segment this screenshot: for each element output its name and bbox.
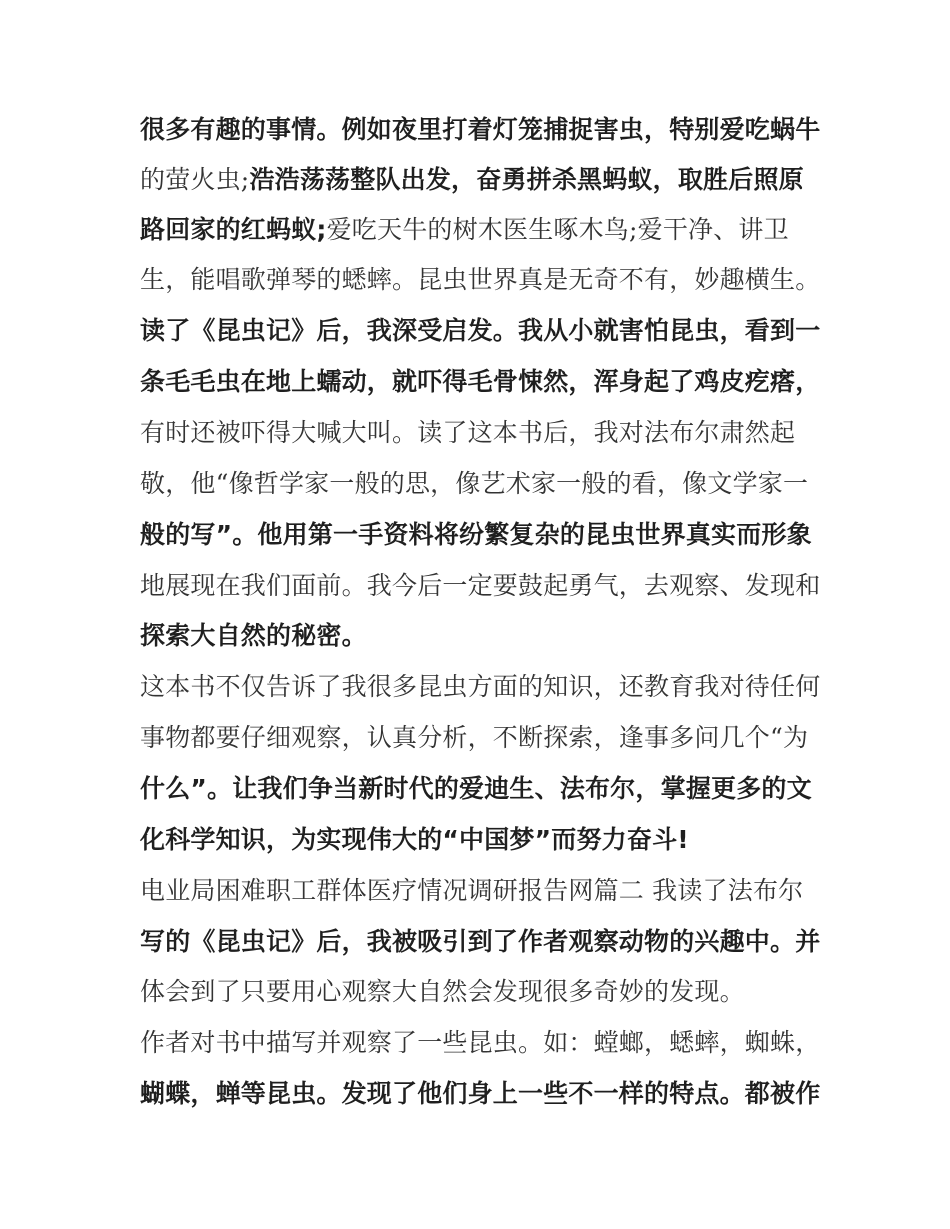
text-run: 的萤火虫; — [140, 165, 250, 194]
text-run: 生，能唱歌弹琴的蟋蟀。昆虫世界真是无奇不有，妙趣横生。 — [140, 265, 821, 294]
text-line — [140, 366, 820, 398]
text-line — [140, 875, 803, 907]
text-line — [140, 926, 820, 958]
text-line — [140, 315, 820, 347]
text-run: 路回家的红蚂蚁; — [140, 215, 327, 244]
text-run: 蝴蝶，蝉等昆虫。发现了他们身上一些不一样的特点。都被作 — [140, 1079, 821, 1108]
text-line — [140, 519, 812, 551]
text-line — [140, 1078, 820, 1110]
text-line — [140, 824, 689, 856]
text-line — [140, 976, 745, 1008]
text-run: 事物都要仔细观察，认真分析，不断探索，逢事多问几个“为 — [140, 723, 809, 752]
text-line — [140, 570, 820, 602]
text-run: 爱吃天牛的树木医生啄木鸟;爱干净、讲卫 — [326, 215, 789, 244]
text-run: 什么”。让我们争当新时代的爱迪生、法布尔，掌握更多的文 — [140, 774, 812, 803]
text-run: 浩浩荡荡整队出发，奋勇拼杀黑蚂蚁，取胜后照原 — [249, 165, 804, 194]
text-line — [140, 164, 804, 196]
text-run: 敬，他“像哲学家一般的思，像艺术家一般的看，像文学家一 — [140, 469, 809, 498]
text-line — [140, 468, 808, 500]
text-line — [140, 114, 820, 146]
text-line — [140, 417, 795, 449]
text-run: 写的《昆虫记》后，我被吸引到了作者观察动物的兴趣中。并 — [140, 927, 821, 956]
text-run: 探索大自然的秘密。 — [140, 621, 367, 650]
text-run: 地展现在我们面前。我今后一定要鼓起勇气，去观察、发现和 — [140, 571, 821, 600]
text-run: 电业局困难职工群体医疗情况调研报告网篇二 我读了法布尔 — [140, 876, 804, 905]
text-line — [140, 1027, 820, 1059]
text-run: 化科学知识，为实现伟大的“中国梦”而努力奋斗! — [140, 825, 689, 854]
text-run: 作者对书中描写并观察了一些昆虫。如：螳螂，蟋蟀，蜘蛛， — [140, 1028, 821, 1057]
text-line — [140, 773, 812, 805]
text-run: 有时还被吓得大喊大叫。读了这本书后，我对法布尔肃然起 — [140, 418, 796, 447]
text-run: 很多有趣的事情。例如夜里打着灯笼捕捉害虫，特别爱吃蜗牛 — [140, 115, 821, 144]
text-line — [140, 214, 789, 246]
text-line — [140, 671, 820, 703]
text-line — [140, 722, 808, 754]
text-run: 读了《昆虫记》后，我深受启发。我从小就害怕昆虫，看到一 — [140, 316, 821, 345]
text-run: 条毛毛虫在地上蠕动，就吓得毛骨悚然，浑身起了鸡皮疙瘩， — [140, 367, 821, 396]
text-run: 这本书不仅告诉了我很多昆虫方面的知识，还教育我对待任何 — [140, 672, 821, 701]
text-line — [140, 620, 367, 652]
text-line — [140, 264, 820, 296]
text-run: 体会到了只要用心观察大自然会发现很多奇妙的发现。 — [140, 977, 745, 1006]
text-run: 般的写”。他用第一手资料将纷繁复杂的昆虫世界真实而形象 — [140, 520, 812, 549]
